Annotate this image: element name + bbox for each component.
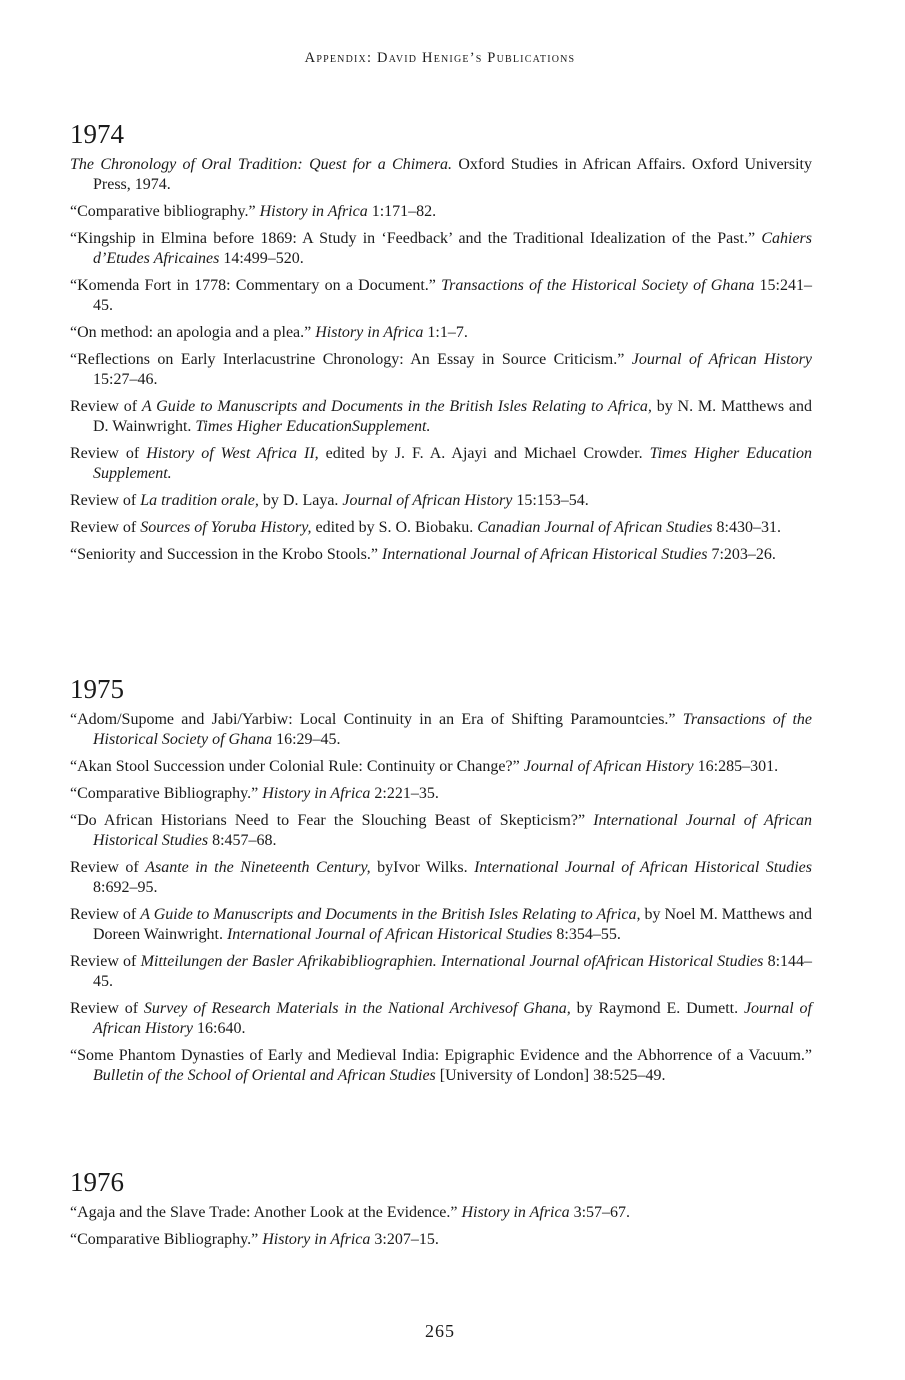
year-section-1976	[70, 1165, 812, 1257]
italic-title: A Guide to Manuscripts and Documents in the British Isles Relating to Africa,	[141, 398, 652, 415]
year-section-1975	[70, 672, 812, 1093]
bibliography-entry	[70, 1046, 812, 1086]
entry-text: 3:207–15.	[370, 1231, 439, 1248]
italic-title: La tradition orale,	[140, 492, 259, 509]
entry-text: Review of	[70, 398, 142, 415]
bibliography-entry	[70, 545, 812, 565]
entry-text: 1:171–82.	[367, 203, 437, 220]
italic-title: Bulletin of the School of Oriental and African Studies	[93, 1067, 436, 1084]
running-head: Appendix: David Henige’s Publications	[304, 50, 576, 66]
entry-text: 8:354–55.	[552, 926, 621, 943]
italic-title: History in Africa	[461, 1204, 570, 1221]
entry-text: Review of	[70, 859, 146, 876]
entry-text: 15:241–45.	[93, 277, 812, 314]
bibliography-entry	[70, 858, 812, 898]
italic-title: International Journal of African Historical Studies	[93, 812, 812, 849]
page-number: 265	[425, 1321, 455, 1341]
entry-list	[70, 710, 812, 1086]
entry-list	[70, 1203, 812, 1250]
entry-text: 16:29–45.	[272, 731, 341, 748]
italic-title: History in Africa	[259, 203, 368, 220]
entry-text: Review of	[70, 492, 141, 509]
entry-text: 15:153–54.	[512, 492, 589, 509]
entry-text: 8:144–45.	[93, 953, 813, 990]
entry-text: 16:640.	[193, 1020, 246, 1037]
entry-text: Review of	[70, 445, 147, 462]
bibliography-entry	[70, 1203, 812, 1223]
entry-text: Review of	[70, 906, 141, 923]
bibliography-entry	[70, 757, 812, 777]
entry-text: byIvor Wilks.	[370, 859, 475, 876]
entry-text: edited by J. F. A. Ajayi and Michael Crowder.	[318, 445, 650, 462]
entry-text: Review of	[70, 1000, 144, 1017]
bibliography-entry	[70, 1230, 812, 1250]
entry-text: by D. Laya.	[258, 492, 343, 509]
italic-title: Journal of African History	[523, 758, 694, 775]
entry-text: “Komenda Fort in 1778: Commentary on a Document.”	[70, 277, 442, 294]
italic-title: Cahiers d’Etudes Africaines	[93, 230, 812, 267]
entry-text: “Comparative bibliography.”	[70, 203, 260, 220]
bibliography-entry	[70, 999, 812, 1039]
italic-title: International Journal of African Historical Studies	[474, 859, 813, 876]
italic-title: International Journal of African Historical Studies	[226, 926, 553, 943]
year-heading: 1976	[70, 1167, 124, 1197]
italic-title: History in Africa	[262, 1231, 371, 1248]
year-section-1974	[70, 117, 812, 572]
entry-text: 7:203–26.	[707, 546, 776, 563]
bibliography-entry	[70, 155, 812, 195]
bibliography-entry	[70, 202, 812, 222]
italic-title: History of West Africa II,	[146, 445, 319, 462]
entry-text: “Akan Stool Succession under Colonial Rule: Continuity or Change?”	[70, 758, 524, 775]
bibliography-entry	[70, 952, 812, 992]
bibliography-entry	[70, 491, 812, 511]
entry-text: “Comparative Bibliography.”	[70, 785, 263, 802]
entry-text: “Adom/Supome and Jabi/Yarbiw: Local Continuity in an Era of Shifting Paramountcies.”	[70, 711, 683, 728]
entry-text: [University of London] 38:525–49.	[435, 1067, 666, 1084]
italic-title: Times Higher Education Supplement.	[93, 445, 813, 482]
bibliography-entry	[70, 710, 812, 750]
entry-text: “On method: an apologia and a plea.”	[70, 324, 316, 341]
bibliography-entry	[70, 905, 812, 945]
entry-text: 1:1–7.	[423, 324, 468, 341]
entry-text: Review of	[70, 519, 141, 536]
entry-text: “Reflections on Early Interlacustrine Chronology: An Essay in Source Criticism.”	[70, 351, 632, 368]
entry-text: “Do African Historians Need to Fear the Slouching Beast of Skepticism?”	[70, 812, 594, 829]
entry-text: Review of	[70, 953, 141, 970]
italic-title: Journal of African History	[631, 351, 813, 368]
italic-title: History in Africa	[262, 785, 371, 802]
entry-text: “Seniority and Succession in the Krobo Stools.”	[70, 546, 382, 563]
bibliography-entry	[70, 444, 812, 484]
entry-text: Oxford Studies in African Affairs. Oxford University Press, 1974.	[93, 156, 812, 193]
italic-title: Mitteilungen der Basler Afrikabibliographien. International Journal ofAfrican Historical Studies	[140, 953, 764, 970]
italic-title: Journal of African History	[342, 492, 513, 509]
italic-title: Times Higher EducationSupplement.	[195, 418, 431, 435]
bibliography-entry	[70, 784, 812, 804]
italic-title: Survey of Research Materials in the National Archivesof Ghana,	[143, 1000, 571, 1017]
bibliography-entry	[70, 323, 812, 343]
year-heading: 1975	[70, 674, 124, 704]
entry-text: edited by S. O. Biobaku.	[311, 519, 478, 536]
entry-text: “Some Phantom Dynasties of Early and Medieval India: Epigraphic Evidence and the Abhorrence of a Vacuum.”	[70, 1047, 812, 1064]
entry-text: 14:499–520.	[219, 250, 304, 267]
entry-text: by Raymond E. Dumett.	[570, 1000, 744, 1017]
entry-text: “Kingship in Elmina before 1869: A Study in ‘Feedback’ and the Traditional Idealization of the Past.”	[70, 230, 762, 247]
italic-title: The Chronology of Oral Tradition: Quest for a Chimera.	[70, 156, 453, 173]
bibliography-entry	[70, 518, 812, 538]
entry-text: 16:285–301.	[693, 758, 779, 775]
italic-title: Transactions of the Historical Society of Ghana	[441, 277, 755, 294]
bibliography-entry	[70, 811, 812, 851]
entry-text: “Comparative Bibliography.”	[70, 1231, 263, 1248]
entry-text: 8:430–31.	[712, 519, 781, 536]
entry-text: 8:457–68.	[208, 832, 277, 849]
italic-title: Sources of Yoruba History,	[140, 519, 312, 536]
italic-title: International Journal of African Historical Studies	[381, 546, 708, 563]
entry-list	[70, 155, 812, 565]
entry-text: 2:221–35.	[370, 785, 439, 802]
year-heading: 1974	[70, 119, 124, 149]
entry-text: 3:57–67.	[569, 1204, 631, 1221]
entry-text: 8:692–95.	[93, 879, 158, 896]
bibliography-entry	[70, 350, 812, 390]
italic-title: Canadian Journal of African Studies	[477, 519, 713, 536]
bibliography-entry	[70, 397, 812, 437]
italic-title: A Guide to Manuscripts and Documents in the British Isles Relating to Africa,	[140, 906, 641, 923]
italic-title: History in Africa	[315, 324, 424, 341]
bibliography-entry	[70, 276, 812, 316]
italic-title: Journal of African History	[93, 1000, 813, 1037]
entry-text: by Noel M. Matthews and Doreen Wainwright.	[93, 906, 812, 943]
italic-title: Transactions of the Historical Society of Ghana	[93, 711, 812, 748]
bibliography-entry	[70, 229, 812, 269]
entry-text: 15:27–46.	[93, 371, 158, 388]
entry-text: “Agaja and the Slave Trade: Another Look at the Evidence.”	[70, 1204, 462, 1221]
italic-title: Asante in the Nineteenth Century,	[145, 859, 371, 876]
entry-text: by N. M. Matthews and D. Wainwright.	[93, 398, 812, 435]
